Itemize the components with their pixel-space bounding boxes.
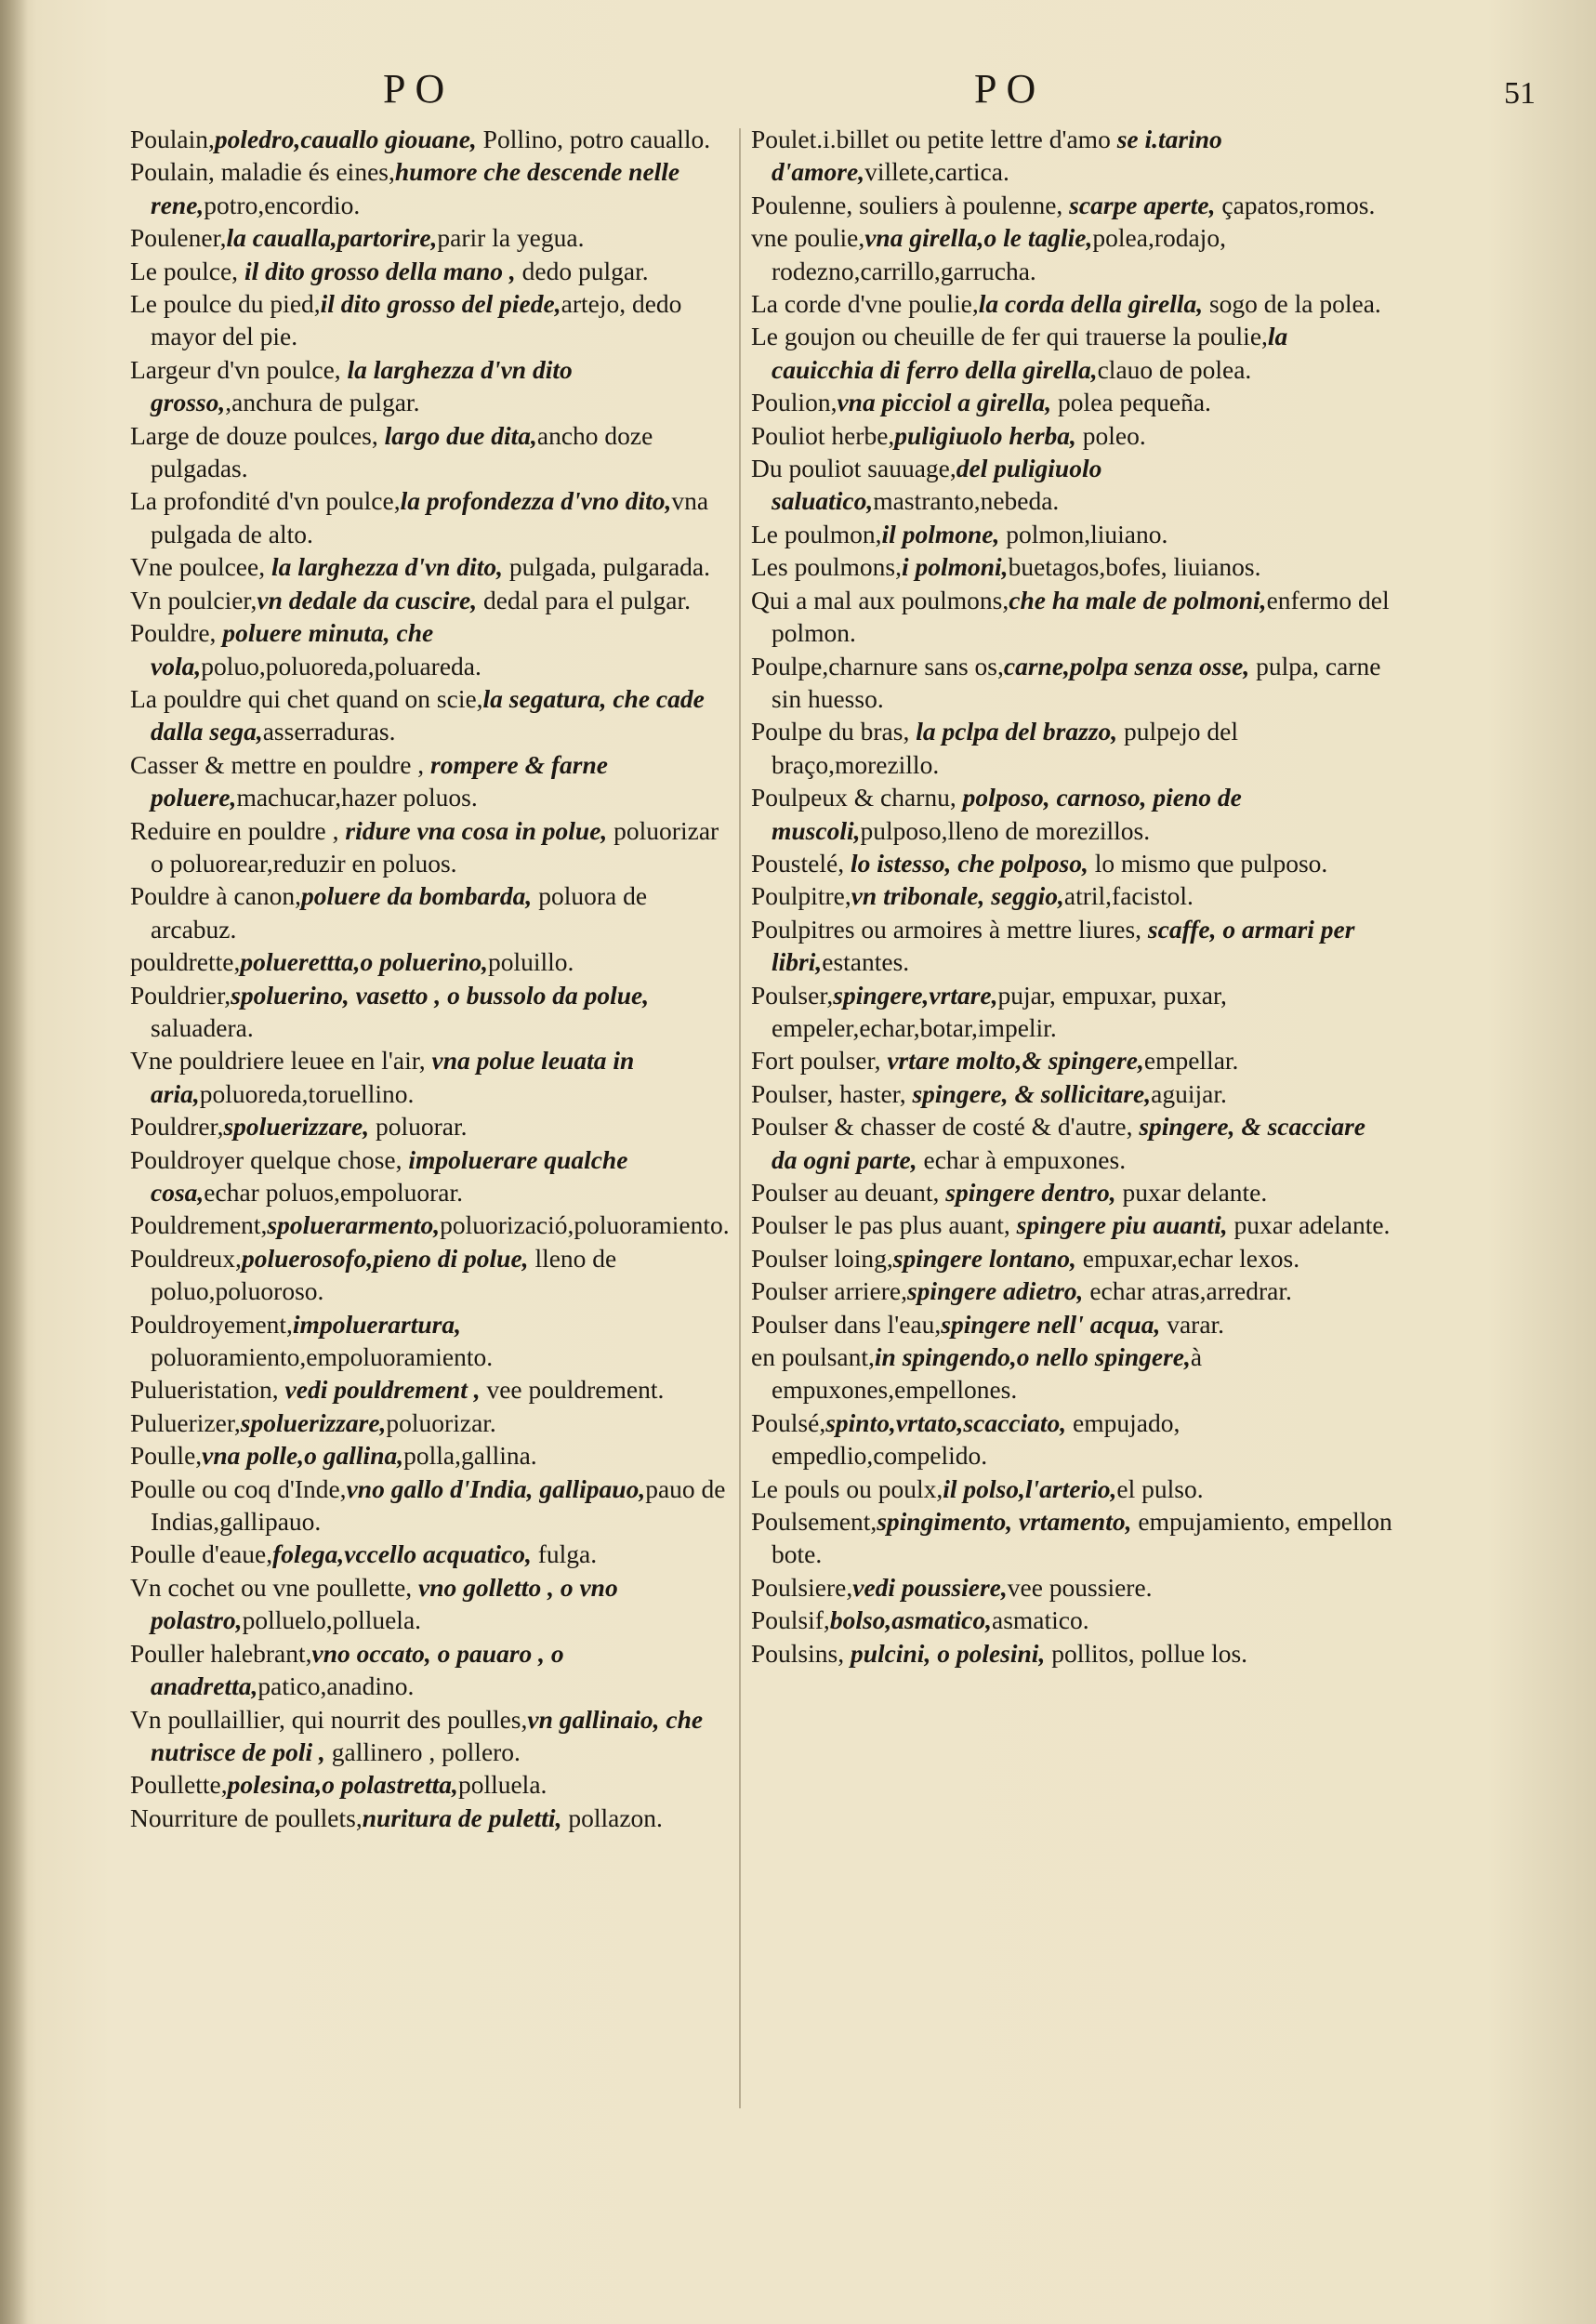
entry-french: Poullette, bbox=[130, 1770, 228, 1800]
dictionary-entry bbox=[751, 452, 1392, 518]
entry-spanish: lleno de poluo,poluoroso. bbox=[151, 1243, 617, 1306]
entry-italian: spoluerizzare, bbox=[223, 1112, 370, 1142]
dictionary-entry bbox=[130, 353, 734, 419]
entry-italian: la corda della girella, bbox=[978, 289, 1204, 319]
entry-italian: humore che descende nelle rene, bbox=[151, 157, 680, 219]
entry-spanish: poluorizació,poluoramiento. bbox=[440, 1210, 730, 1240]
entry-french: Pouldrier, bbox=[130, 980, 231, 1010]
dictionary-entry bbox=[751, 847, 1392, 879]
entry-italian: il polmone, bbox=[881, 519, 1000, 548]
entry-italian: rompere & farne poluere, bbox=[151, 749, 608, 812]
entry-spanish: Pollino, potro cauallo. bbox=[476, 125, 711, 153]
entry-italian: spingere dentro, bbox=[945, 1178, 1116, 1207]
entry-spanish: artejo, dedo mayor del pie. bbox=[151, 289, 682, 351]
entry-italian: nuritura de puletti, bbox=[362, 1802, 562, 1832]
entry-spanish: empellar. bbox=[1143, 1046, 1239, 1076]
entry-spanish: vee poussiere. bbox=[1007, 1572, 1153, 1602]
entry-italian: la caualla,partorire, bbox=[226, 223, 438, 253]
entry-italian: pulcini, o polesini, bbox=[850, 1638, 1046, 1668]
entry-spanish: empujado, empedlio,compelido. bbox=[772, 1407, 1181, 1471]
entry-spanish: clauo de polea. bbox=[1097, 354, 1252, 384]
entry-spanish: çapatos,romos. bbox=[1215, 190, 1376, 219]
entry-italian: spinto,vrtato,scacciato, bbox=[825, 1407, 1067, 1437]
gutter-shadow bbox=[0, 0, 28, 2324]
left-column bbox=[130, 123, 734, 1834]
entry-spanish: atril,facistol. bbox=[1063, 881, 1194, 911]
entry-french: Vne pouldriere leuee en l'air, bbox=[130, 1046, 432, 1076]
entry-italian: poluere minuta, che vola, bbox=[151, 618, 434, 680]
right-column bbox=[751, 123, 1392, 1670]
entry-spanish: lo mismo que pulposo. bbox=[1088, 848, 1328, 878]
entry-spanish: sogo de la polea. bbox=[1203, 289, 1381, 319]
entry-french: Poulpitre, bbox=[751, 881, 851, 911]
entry-italian: lo istesso, che polposo, bbox=[850, 848, 1088, 878]
entry-french: Poulsement, bbox=[751, 1507, 877, 1537]
entry-french: Pouldre à canon, bbox=[130, 881, 302, 911]
entry-french: Poulser & chasser de costé & d'autre, bbox=[751, 1112, 1140, 1142]
entry-italian: vna polle,o gallina, bbox=[202, 1441, 404, 1471]
dictionary-entry bbox=[130, 550, 734, 583]
entry-french: Puluerizer, bbox=[130, 1407, 241, 1437]
dictionary-entry bbox=[751, 1406, 1392, 1472]
entry-spanish: pulpa, carne sin huesso. bbox=[772, 651, 1381, 713]
entry-french: Le pouls ou poulx, bbox=[751, 1473, 943, 1503]
entry-spanish: pollitos, pollue los. bbox=[1045, 1638, 1248, 1668]
entry-spanish: echar atras,arredrar. bbox=[1083, 1276, 1292, 1306]
entry-spanish: pulgada, pulgarada. bbox=[503, 552, 710, 582]
dictionary-entry bbox=[751, 781, 1392, 847]
entry-italian: la cauicchia di ferro della girella, bbox=[772, 322, 1288, 384]
entry-italian: i polmoni, bbox=[901, 552, 1009, 582]
entry-spanish: puxar adelante. bbox=[1227, 1210, 1391, 1240]
entry-french: Pouldrer, bbox=[130, 1112, 224, 1142]
entry-french: Vn poulcier, bbox=[130, 585, 257, 614]
entry-italian: ridure vna cosa in polue, bbox=[345, 815, 608, 845]
entry-french: La corde d'vne poulie, bbox=[751, 289, 979, 319]
entry-italian: spoluerizzare, bbox=[240, 1407, 387, 1437]
dictionary-entry bbox=[130, 979, 734, 1045]
entry-italian: vedi poussiere, bbox=[852, 1572, 1008, 1602]
entry-spanish: poluorizar. bbox=[386, 1407, 496, 1437]
entry-italian: folega,vccello acquatico, bbox=[272, 1539, 532, 1569]
entry-italian: bolso,asmatico, bbox=[829, 1605, 992, 1635]
entry-spanish: enfermo del polmon. bbox=[772, 585, 1390, 648]
dictionary-entry bbox=[130, 1143, 734, 1209]
entry-spanish: poluoramiento,empoluoramiento. bbox=[151, 1342, 494, 1372]
entry-italian: spingere, & scacciare da ogni parte, bbox=[772, 1112, 1365, 1174]
entry-french: en poulsant, bbox=[751, 1342, 875, 1372]
entry-spanish: polmon,liuiano. bbox=[999, 519, 1168, 548]
dictionary-entry bbox=[751, 386, 1392, 418]
dictionary-entry bbox=[751, 1637, 1392, 1670]
entry-spanish: machucar,hazer poluos. bbox=[236, 783, 478, 812]
entry-french: Poulsiere, bbox=[751, 1572, 853, 1602]
entry-french: Poulpeux & charnu, bbox=[751, 783, 963, 812]
entry-italian: vrtare molto,& spingere, bbox=[887, 1046, 1144, 1076]
entry-italian: spingere piu auanti, bbox=[1016, 1210, 1228, 1240]
entry-french: vne poulie, bbox=[751, 223, 865, 253]
entry-italian: poluere da bombarda, bbox=[301, 881, 533, 911]
entry-italian: puligiuolo herba, bbox=[894, 420, 1076, 450]
dictionary-entry bbox=[751, 518, 1392, 550]
dictionary-entry bbox=[751, 879, 1392, 912]
entry-spanish: mastranto,nebeda. bbox=[873, 486, 1060, 516]
dictionary-entry bbox=[130, 584, 734, 616]
dictionary-entry bbox=[751, 1242, 1392, 1274]
entry-spanish: poluoreda,toruellino. bbox=[199, 1078, 415, 1108]
dictionary-entry bbox=[130, 221, 734, 254]
entry-italian: poluerettta,o poluerino, bbox=[240, 947, 488, 977]
dictionary-entry bbox=[751, 320, 1392, 386]
entry-french: Poulser loing, bbox=[751, 1243, 893, 1273]
entry-italian: polesina,o polastretta, bbox=[227, 1770, 458, 1800]
entry-spanish: pulpejo del braço,morezillo. bbox=[772, 717, 1239, 779]
dictionary-entry bbox=[130, 255, 734, 287]
entry-italian: impoluerare qualche cosa, bbox=[151, 1144, 628, 1207]
dictionary-entry bbox=[130, 1538, 734, 1570]
entry-french: Pouliot herbe, bbox=[751, 420, 895, 450]
entry-french: Poulion, bbox=[751, 388, 838, 417]
entry-spanish: pujar, empuxar, puxar, empeler,echar,botar,impelir. bbox=[772, 980, 1227, 1042]
entry-italian: poluerosofo,pieno di polue, bbox=[241, 1243, 529, 1273]
entry-french: Fort poulser, bbox=[751, 1046, 888, 1076]
entry-italian: la larghezza d'vn dito grosso, bbox=[151, 354, 573, 417]
entry-spanish: empuxar,echar lexos. bbox=[1075, 1243, 1300, 1273]
dictionary-entry bbox=[751, 287, 1392, 320]
dictionary-entry bbox=[751, 221, 1392, 287]
entry-french: Poulser dans l'eau, bbox=[751, 1309, 942, 1339]
entry-italian: del puligiuolo saluatico, bbox=[772, 454, 1102, 516]
entry-spanish: ,anchura de pulgar. bbox=[225, 388, 420, 417]
dictionary-entry bbox=[751, 1505, 1392, 1571]
dictionary-entry bbox=[130, 287, 734, 353]
dictionary-entry bbox=[130, 1768, 734, 1801]
entry-italian: spingere, & sollicitare, bbox=[912, 1078, 1152, 1108]
column-divider bbox=[739, 128, 741, 2108]
entry-spanish: el pulso. bbox=[1116, 1473, 1204, 1503]
dictionary-entry bbox=[130, 616, 734, 682]
entry-spanish: poluo,poluoreda,poluareda. bbox=[201, 651, 481, 680]
entry-french: Casser & mettre en pouldre , bbox=[130, 749, 431, 779]
entry-spanish: estantes. bbox=[822, 947, 910, 977]
entry-spanish: dedal para el pulgar. bbox=[477, 585, 691, 614]
entry-italian: scarpe aperte, bbox=[1069, 190, 1216, 219]
entry-spanish: pauo de Indias,gallipauo. bbox=[151, 1473, 726, 1537]
right-running-head: PO bbox=[974, 66, 1046, 112]
entry-french: Le goujon ou cheuille de fer qui trauerse la poulie, bbox=[751, 322, 1268, 351]
entry-french: Poulsins, bbox=[751, 1638, 851, 1668]
entry-french: La profondité d'vn poulce, bbox=[130, 486, 401, 516]
entry-italian: il dito grosso della mano , bbox=[244, 256, 516, 285]
dictionary-entry bbox=[751, 123, 1392, 189]
entry-french: Poulain, maladie és eines, bbox=[130, 157, 395, 187]
entry-spanish: parir la yegua. bbox=[437, 223, 585, 253]
entry-spanish: polea pequeña. bbox=[1051, 388, 1211, 417]
dictionary-entry bbox=[751, 650, 1392, 716]
dictionary-entry bbox=[130, 1802, 734, 1834]
dictionary-entry bbox=[751, 1571, 1392, 1604]
entry-french: Pouldroyement, bbox=[130, 1309, 293, 1339]
dictionary-entry bbox=[751, 550, 1392, 583]
dictionary-entry bbox=[751, 1176, 1392, 1208]
entry-french: Poustelé, bbox=[751, 848, 851, 878]
entry-italian: carne,polpa senza osse, bbox=[1003, 651, 1250, 680]
dictionary-entry bbox=[751, 1472, 1392, 1505]
entry-italian: poledro,cauallo giouane, bbox=[214, 125, 477, 153]
entry-italian: vn tribonale, seggio, bbox=[851, 881, 1064, 911]
dictionary-entry bbox=[130, 1208, 734, 1241]
entry-spanish: dedo pulgar. bbox=[515, 256, 649, 285]
entry-spanish: potro,encordio. bbox=[204, 190, 361, 219]
entry-italian: che ha male de polmoni, bbox=[1009, 585, 1267, 614]
entry-spanish: saluadera. bbox=[151, 1012, 254, 1042]
entry-french: Poulle, bbox=[130, 1441, 203, 1471]
dictionary-entry bbox=[130, 123, 734, 155]
dictionary-entry bbox=[751, 715, 1392, 781]
dictionary-entry bbox=[130, 748, 734, 814]
entry-italian: spoluerino, vasetto , o bussolo da polue, bbox=[231, 980, 650, 1010]
entry-spanish: villete,cartica. bbox=[864, 157, 1009, 187]
dictionary-entry bbox=[751, 1110, 1392, 1176]
entry-italian: vna picciol a girella, bbox=[837, 388, 1052, 417]
entry-french: Le poulce, bbox=[130, 256, 244, 285]
entry-french: Le poulce du pied, bbox=[130, 289, 321, 319]
entry-italian: la pclpa del brazzo, bbox=[916, 717, 1118, 746]
entry-french: Large de douze poulces, bbox=[130, 420, 385, 450]
dictionary-entry bbox=[130, 879, 734, 945]
entry-italian: vedi pouldrement , bbox=[284, 1375, 481, 1405]
entry-french: Poulpitres ou armoires à mettre liures, bbox=[751, 914, 1148, 944]
entry-spanish: poleo. bbox=[1075, 420, 1146, 450]
entry-french: Reduire en pouldre , bbox=[130, 815, 346, 845]
dictionary-entry bbox=[751, 584, 1392, 650]
entry-spanish: pulposo,lleno de morezillos. bbox=[860, 815, 1151, 845]
entry-spanish: à empuxones,empellones. bbox=[772, 1342, 1203, 1405]
entry-french: Poulser arriere, bbox=[751, 1276, 907, 1306]
dictionary-entry bbox=[751, 1308, 1392, 1340]
entry-french: Poulsé, bbox=[751, 1407, 826, 1437]
entry-spanish: poluora de arcabuz. bbox=[151, 881, 648, 944]
entry-spanish: asmatico. bbox=[991, 1605, 1089, 1635]
dictionary-entry bbox=[130, 814, 734, 880]
dictionary-entry bbox=[130, 1571, 734, 1637]
entry-french: Poulser, bbox=[751, 980, 834, 1010]
dictionary-entry bbox=[751, 913, 1392, 979]
dictionary-entry bbox=[130, 1373, 734, 1406]
dictionary-entry bbox=[130, 1242, 734, 1308]
entry-spanish: pollazon. bbox=[561, 1802, 663, 1832]
entry-spanish: echar poluos,empoluorar. bbox=[204, 1178, 464, 1207]
entry-italian: scaffe, o armari per libri, bbox=[772, 914, 1355, 977]
entry-french: La pouldre qui chet quand on scie, bbox=[130, 683, 483, 713]
entry-spanish: varar. bbox=[1160, 1309, 1225, 1339]
entry-french: Pouldre, bbox=[130, 618, 223, 648]
dictionary-entry bbox=[130, 1044, 734, 1110]
entry-italian: in spingendo,o nello spingere, bbox=[874, 1342, 1191, 1372]
entry-italian: la segatura, che cade dalla sega, bbox=[151, 683, 705, 746]
dictionary-entry bbox=[751, 1208, 1392, 1241]
dictionary-entry bbox=[130, 682, 734, 748]
entry-italian: vna girella,o le taglie, bbox=[864, 223, 1093, 253]
entry-french: Poulpe,charnure sans os, bbox=[751, 651, 1004, 680]
entry-spanish: polea,rodajo, rodezno,carrillo,garrucha. bbox=[772, 223, 1226, 285]
entry-spanish: asserraduras. bbox=[262, 717, 396, 746]
entry-spanish: patico,anadino. bbox=[257, 1671, 415, 1701]
entry-french: Pouldroyer quelque chose, bbox=[130, 1144, 409, 1174]
entry-french: Poulet.i.billet ou petite lettre d'amo bbox=[751, 125, 1117, 153]
entry-french: Poulser le pas plus auant, bbox=[751, 1210, 1017, 1240]
entry-spanish: poluillo. bbox=[488, 947, 574, 977]
dictionary-entry bbox=[751, 1077, 1392, 1110]
entry-spanish: fulga. bbox=[531, 1539, 598, 1569]
dictionary-entry bbox=[130, 1637, 734, 1703]
dictionary-entry bbox=[130, 1439, 734, 1472]
entry-spanish: aguijar. bbox=[1151, 1078, 1227, 1108]
entry-italian: spingere lontano, bbox=[892, 1243, 1076, 1273]
dictionary-entry bbox=[751, 189, 1392, 221]
entry-french: Qui a mal aux poulmons, bbox=[751, 585, 1009, 614]
entry-french: Poulle ou coq d'Inde, bbox=[130, 1473, 347, 1503]
entry-spanish: poluorar. bbox=[369, 1112, 468, 1142]
entry-italian: la profondezza d'vno dito, bbox=[400, 486, 672, 516]
entry-spanish: gallinero , pollero. bbox=[324, 1736, 521, 1766]
entry-french: Poulser, haster, bbox=[751, 1078, 913, 1108]
dictionary-entry bbox=[751, 1274, 1392, 1307]
entry-french: Vn poullaillier, qui nourrit des poulles, bbox=[130, 1704, 528, 1734]
entry-french: Du pouliot sauuage, bbox=[751, 454, 956, 483]
entry-italian: il polso,l'arterio, bbox=[943, 1473, 1117, 1503]
entry-italian: il dito grosso del piede, bbox=[320, 289, 561, 319]
dictionary-entry bbox=[130, 1472, 734, 1538]
entry-spanish: polluela. bbox=[457, 1770, 547, 1800]
entry-french: Poulsif, bbox=[751, 1605, 830, 1635]
entry-french: Poulenne, souliers à poulenne, bbox=[751, 190, 1070, 219]
entry-french: Nourriture de poullets, bbox=[130, 1802, 363, 1832]
dictionary-entry bbox=[130, 945, 734, 978]
entry-french: Le poulmon, bbox=[751, 519, 882, 548]
entry-french: pouldrette, bbox=[130, 947, 241, 977]
entry-italian: vna polue leuata in aria, bbox=[151, 1046, 635, 1108]
entry-french: Poulser au deuant, bbox=[751, 1178, 946, 1207]
entry-french: Vn cochet ou vne poullette, bbox=[130, 1572, 419, 1602]
entry-spanish: echar à empuxones. bbox=[917, 1144, 1127, 1174]
dictionary-entry bbox=[751, 1604, 1392, 1636]
entry-italian: impoluerartura, bbox=[292, 1309, 462, 1339]
entry-italian: spingimento, vrtamento, bbox=[877, 1507, 1132, 1537]
entry-french: Poulain, bbox=[130, 125, 215, 153]
entry-french: Largeur d'vn poulce, bbox=[130, 354, 348, 384]
entry-italian: vno gallo d'India, gallipauo, bbox=[346, 1473, 646, 1503]
entry-spanish: ancho doze pulgadas. bbox=[151, 420, 653, 483]
entry-french: Pouldrement, bbox=[130, 1210, 268, 1240]
entry-spanish: polluelo,polluela. bbox=[242, 1605, 422, 1635]
dictionary-entry bbox=[751, 979, 1392, 1045]
dictionary-entry bbox=[130, 484, 734, 550]
dictionary-entry bbox=[751, 1044, 1392, 1076]
dictionary-entry bbox=[130, 1110, 734, 1142]
entry-spanish: polla,gallina. bbox=[403, 1441, 537, 1471]
entry-french: Poulle d'eaue, bbox=[130, 1539, 273, 1569]
entry-spanish: buetagos,bofes, liuianos. bbox=[1008, 552, 1261, 582]
dictionary-entry bbox=[130, 155, 734, 221]
dictionary-entry bbox=[130, 419, 734, 485]
entry-french: Poulener, bbox=[130, 223, 227, 253]
entry-italian: vn dedale da cuscire, bbox=[257, 585, 478, 614]
entry-italian: vn gallinaio, che nutrisce de poli , bbox=[151, 1704, 704, 1766]
left-running-head: PO bbox=[383, 66, 455, 112]
entry-french: Pouller halebrant, bbox=[130, 1638, 312, 1668]
entry-spanish: vna pulgada de alto. bbox=[151, 486, 709, 548]
dictionary-entry bbox=[130, 1703, 734, 1769]
dictionary-entry bbox=[130, 1406, 734, 1439]
dictionary-entry bbox=[751, 419, 1392, 452]
entry-italian: vno golletto , o vno polastro, bbox=[151, 1572, 618, 1635]
entry-italian: largo due dita, bbox=[384, 420, 537, 450]
entry-italian: vno occato, o pauaro , o anadretta, bbox=[151, 1638, 564, 1701]
entry-spanish: puxar delante. bbox=[1115, 1178, 1268, 1207]
entry-french: Pulueristation, bbox=[130, 1375, 285, 1405]
entry-italian: la larghezza d'vn dito, bbox=[270, 552, 504, 582]
entry-italian: spingere,vrtare, bbox=[833, 980, 998, 1010]
entry-spanish: poluorizar o poluorear,reduzir en poluos. bbox=[151, 815, 719, 878]
entry-spanish: vee pouldrement. bbox=[480, 1375, 665, 1405]
entry-italian: se i.tarino d'amore, bbox=[772, 125, 1222, 187]
page-number: 51 bbox=[1504, 76, 1536, 111]
entry-french: Poulpe du bras, bbox=[751, 717, 917, 746]
entry-italian: spingere adietro, bbox=[906, 1276, 1084, 1306]
entry-italian: spingere nell' acqua, bbox=[941, 1309, 1161, 1339]
entry-italian: polposo, carnoso, pieno de muscoli, bbox=[772, 783, 1242, 845]
dictionary-entry bbox=[130, 1308, 734, 1374]
entry-french: Pouldreux, bbox=[130, 1243, 242, 1273]
dictionary-entry bbox=[751, 1340, 1392, 1406]
entry-french: Vne poulcee, bbox=[130, 552, 271, 582]
entry-french: Les poulmons, bbox=[751, 552, 902, 582]
entry-italian: spoluerarmento, bbox=[267, 1210, 441, 1240]
entry-spanish: empujamiento, empellon bote. bbox=[772, 1507, 1392, 1569]
